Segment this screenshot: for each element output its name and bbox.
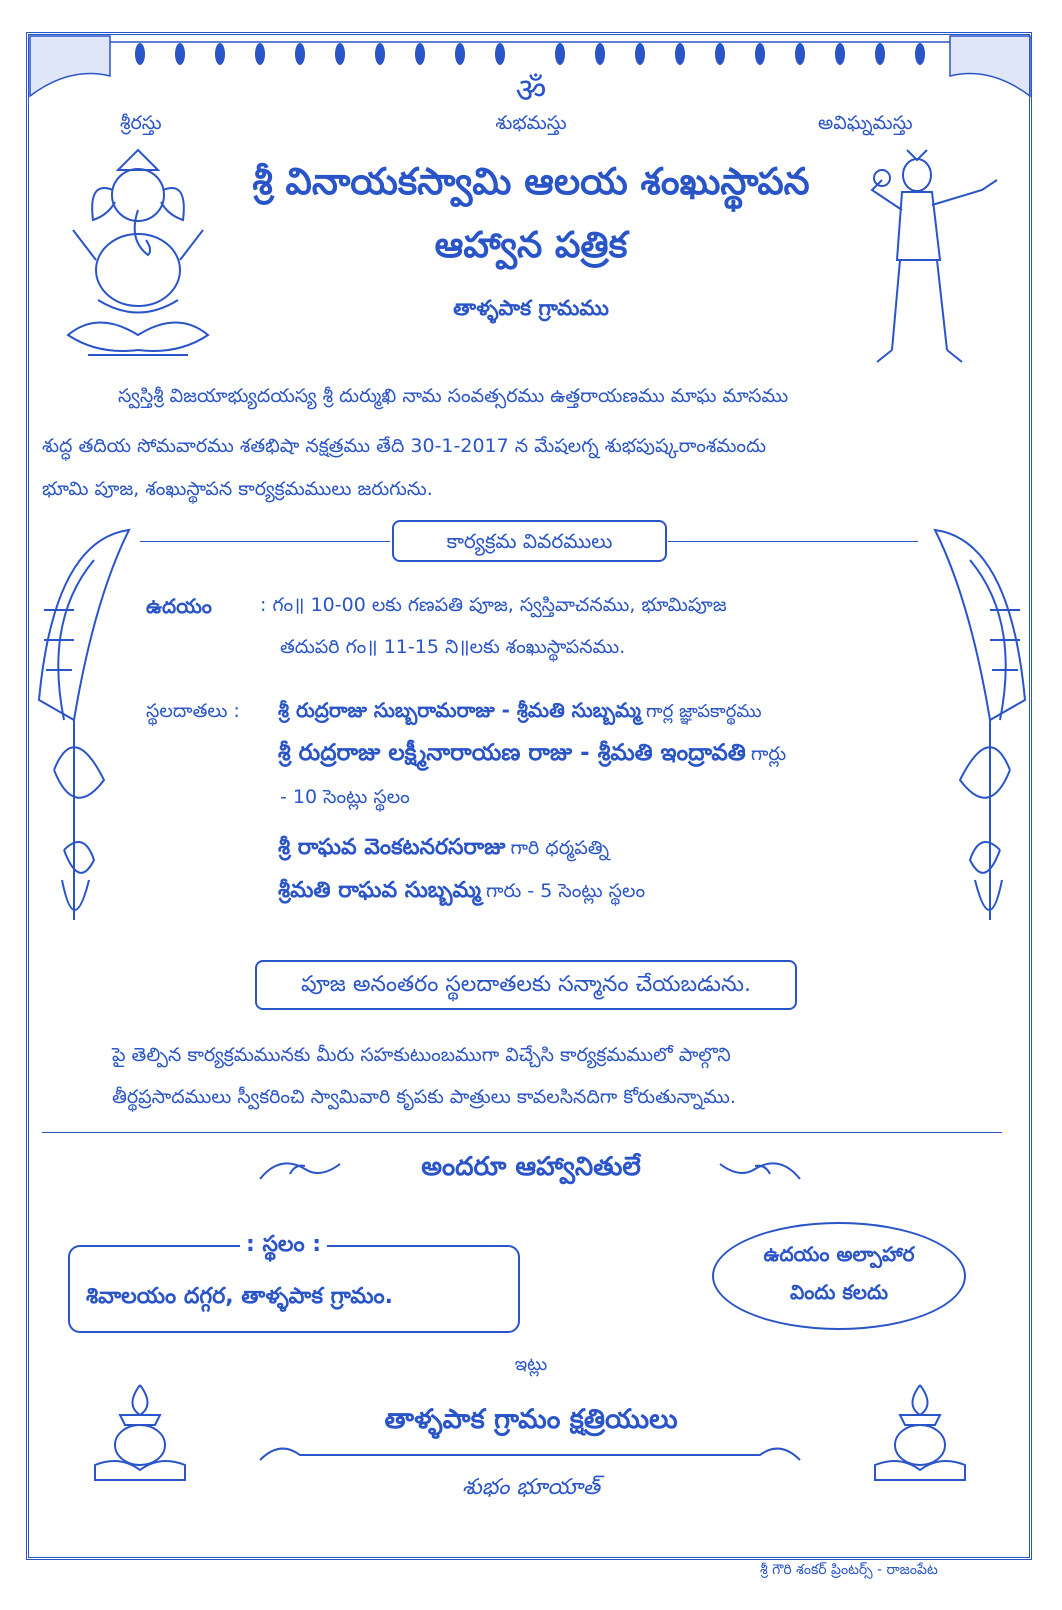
donor-4-suffix: గారు - 5 సెంట్లు స్థలం xyxy=(486,880,646,902)
breakfast-oval xyxy=(712,1222,966,1330)
printer-credit: శ్రీ గౌరి శంకర్ ప్రింటర్స్ - రాజంపేట xyxy=(760,1562,938,1578)
closing-line-2: తీర్థప్రసాదములు స్వీకరించి స్వామివారి కృపకు పాత్రులు కావలసినదిగా కోరుతున్నాము. xyxy=(112,1086,736,1108)
closing-divider xyxy=(42,1132,1002,1133)
donor-4-name: శ్రీమతి రాఘవ సుబ్బమ్మ xyxy=(278,878,481,903)
donor-1-suffix: గార్ల జ్ఞాపకార్థము xyxy=(646,701,762,722)
morning-label: ఉదయం xyxy=(146,594,212,618)
center-blessing: శుభమస్తు xyxy=(495,112,567,134)
intro-line-3: భూమి పూజ, శంఖుస్థాపన కార్యక్రమములు జరుగును. xyxy=(42,478,433,500)
breakfast-line-1: ఉదయం అల్పాహార xyxy=(763,1242,915,1266)
banana-leaf-left-icon xyxy=(34,520,134,940)
program-heading: కార్యక్రమ వివరములు xyxy=(446,529,613,553)
closing-line-1: పై తెల్పిన కార్యక్రమమునకు మీరు సహకుటుంబముగా విచ్చేసి కార్యక్రమములో పాల్గొని xyxy=(112,1044,731,1066)
closing-blessing: శుభం భూయాత్ xyxy=(461,1475,601,1500)
left-blessing: శ్రీరస్తు xyxy=(120,112,162,134)
donor-3-suffix: గారి ధర్మపత్ని xyxy=(510,837,610,859)
donor-2-names: శ్రీ రుద్రరాజు లక్ష్మీనారాయణ రాజు - శ్రీమతి ఇంద్రావతి xyxy=(278,740,746,766)
ornament-rule-icon xyxy=(260,1440,800,1470)
intro-line-1: స్వస్తిశ్రీ విజయాభ్యుదయస్య శ్రీ దుర్ముఖి నామ సంవత్సరము ఉత్తరాయణము మాఘ మాసము xyxy=(118,385,789,407)
village-name: తాళ్ళపాక గ్రామము xyxy=(453,296,609,320)
donor-1-names: శ్రీ రుద్రరాజు సుబ్బరామరాజు - శ్రీమతి సుబ్బమ్మ xyxy=(278,698,641,722)
venue-label: : స్థలం : xyxy=(240,1232,327,1262)
program-heading-box xyxy=(392,520,667,562)
donor-3-name: శ్రీ రాఘవ వెంకటనరసరాజు xyxy=(278,835,506,860)
venue-place: శివాలయం దగ్గర, తాళ్ళపాక గ్రామం. xyxy=(86,1284,394,1309)
sign-off-itlu: ఇట్లు xyxy=(514,1354,548,1375)
ornament-swirl-right-icon xyxy=(720,1154,800,1184)
divider-left xyxy=(140,541,390,542)
honor-note: పూజ అనంతరం స్థలదాతలకు సన్మానం చేయబడును. xyxy=(300,972,752,997)
hosts-name: తాళ్ళపాక గ్రామం క్షత్రియులు xyxy=(384,1404,678,1435)
right-blessing: అవిఘ్నమస్తు xyxy=(818,112,913,134)
intro-line-2: శుద్ధ తదియ సోమవారము శతభిషా నక్షత్రము తేది 30-1-2017 న మేషలగ్న శుభపుష్కరాంశమందు xyxy=(42,435,767,457)
donor-2-land: - 10 సెంట్లు స్థలం xyxy=(280,786,410,808)
morning-line-2: తదుపరి గం॥ 11-15 ని॥లకు శంఖుస్థాపనము. xyxy=(280,636,626,658)
page-title: శ్రీ వినాయకస్వామి ఆలయ శంఖుస్థాపన xyxy=(252,160,810,203)
donors-label: స్థలదాతలు : xyxy=(146,700,240,722)
invitation-subtitle: ఆహ్వాన పత్రిక xyxy=(434,225,628,266)
welcome-heading: అందరూ ఆహ్వానితులే xyxy=(421,1152,641,1182)
banana-leaf-right-icon xyxy=(930,520,1030,940)
honor-note-box xyxy=(255,960,797,1010)
donor-2-suffix: గార్లు xyxy=(750,743,787,765)
om-symbol: ॐ xyxy=(515,71,547,111)
divider-right xyxy=(668,541,918,542)
morning-line-1: : గం॥ 10-00 లకు గణపతి పూజ, స్వస్తివాచనము, భూమిపూజ xyxy=(260,594,727,616)
breakfast-line-2: విందు కలదు xyxy=(789,1280,889,1304)
